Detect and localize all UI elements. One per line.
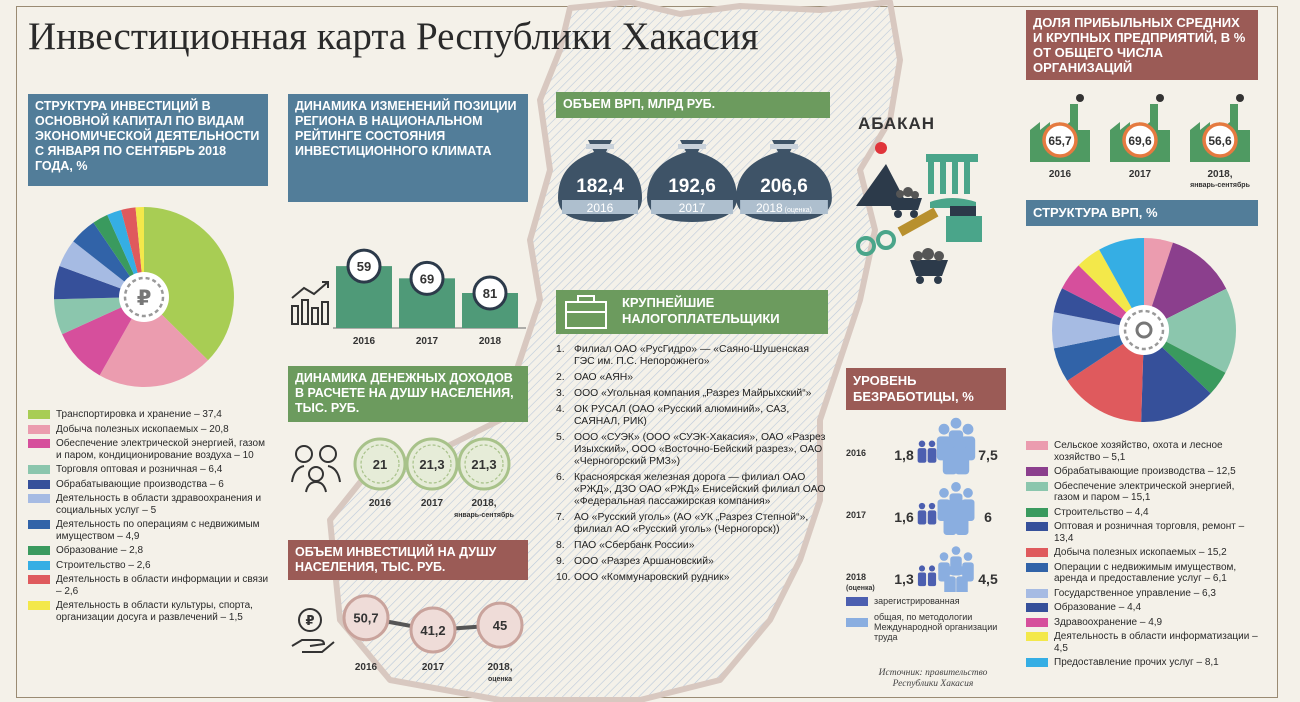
taxpayer-number: 1. <box>556 344 565 355</box>
investment-legend-item <box>28 519 273 542</box>
legend-label: Деятельность в области здравоохранения и социальных услуг – 5 <box>56 493 262 516</box>
city-marker-icon <box>875 142 887 154</box>
grp-structure-legend <box>1026 440 1262 672</box>
investment-legend-item <box>28 438 273 461</box>
legend-label: Здравоохранение – 4,9 <box>1054 616 1163 628</box>
taxpayer-number: 4. <box>556 404 565 415</box>
legend-swatch <box>1026 632 1048 641</box>
person-icon <box>928 573 936 587</box>
profitable-year: 2018, <box>1207 169 1233 180</box>
income-value: 21,3 <box>471 457 497 472</box>
legend-label: Сельское хозяйство, охота и лесное хозяйство – 5,1 <box>1054 440 1223 463</box>
taxpayer-number: 7. <box>556 512 565 523</box>
person-icon <box>946 566 955 575</box>
profitable-header: ДОЛЯ ПРИБЫЛЬНЫХ СРЕДНИХ И КРУПНЫХ ПРЕДПРИЯТИЙ, В % ОТ ОБЩЕГО ЧИСЛА ОРГАНИЗАЦИЙ <box>1026 10 1258 80</box>
person-icon <box>956 576 968 592</box>
legend-label: Обрабатывающие производства – 6 <box>56 478 224 490</box>
taxpayer-item <box>556 344 828 368</box>
taxpayer-name: ОАО «АЯН» <box>574 372 634 383</box>
legend-label: Строительство – 2,6 <box>56 559 151 571</box>
person-icon <box>928 448 937 463</box>
grp-legend-item <box>1026 631 1262 654</box>
rating-year: 2018 <box>478 336 502 347</box>
legend-swatch <box>28 410 50 419</box>
investment-legend-item <box>28 600 273 623</box>
income-value: 21,3 <box>419 457 445 472</box>
income-value: 21 <box>372 457 388 472</box>
legend-swatch <box>1026 467 1048 476</box>
person-icon <box>951 418 962 429</box>
profitable-chart <box>1022 90 1267 190</box>
income-year: 2016 <box>368 498 392 509</box>
legend-swatch <box>1026 603 1048 612</box>
legend-label: Добыча полезных ископаемых – 15,2 <box>1054 547 1227 558</box>
legend-swatch <box>28 561 50 570</box>
legend-swatch <box>1026 658 1048 667</box>
investment-legend-item <box>28 545 273 557</box>
legend-swatch <box>1026 589 1048 598</box>
unemployment-year: 2018 <box>846 572 867 582</box>
person-icon <box>918 510 927 524</box>
invest-year: 2018, <box>487 662 513 673</box>
legend-label: Обеспечение электрической энергией, газом и паром – 15,1 <box>1054 480 1235 503</box>
invest-value: 50,7 <box>353 610 379 626</box>
person-icon <box>939 488 949 498</box>
person-icon <box>951 482 961 492</box>
unemployment-header: УРОВЕНЬ БЕЗРАБОТИЦЫ, % <box>846 368 1006 410</box>
grp-year: 2017 <box>678 201 706 215</box>
grp-value: 182,4 <box>576 176 624 197</box>
smoke-icon <box>1156 94 1164 102</box>
unemployment-registered-value: 1,6 <box>894 509 914 525</box>
person-icon <box>963 488 973 498</box>
taxpayer-item <box>556 432 828 468</box>
taxpayer-item <box>556 572 828 584</box>
legend-swatch <box>28 520 50 529</box>
legend-swatch <box>28 465 50 474</box>
taxpayer-number: 3. <box>556 388 565 399</box>
rating-year: 2016 <box>352 336 376 347</box>
person-icon <box>944 576 956 592</box>
investment-legend-item <box>28 479 273 491</box>
grp-legend-item <box>1026 521 1262 544</box>
income-year: 2018, <box>471 498 497 509</box>
unemployment-year-note: (оценка) <box>846 585 875 592</box>
taxpayer-name: Красноярская железная дорога — филиал ОАО «РЖД», ДЗО ОАО «РЖД» Енисейский филиал ОАО «Федеральная пассажирская компания» <box>574 472 826 507</box>
legend-label: Операции с недвижимым имуществом, аренда и предоставление услуг – 6,1 <box>1054 561 1237 584</box>
legend-swatch <box>1026 441 1048 450</box>
bag-tie <box>770 144 798 149</box>
legend-swatch <box>28 546 50 555</box>
taxpayer-name: ОК РУСАЛ (ОАО «Русский алюминий», САЗ, САЯНАЛ, РИК) <box>574 404 790 427</box>
svg-text:₽: ₽ <box>136 286 152 310</box>
legend-swatch <box>1026 563 1048 572</box>
legend-swatch <box>28 480 50 489</box>
bag-tie <box>586 144 614 149</box>
unemployment-chart <box>840 412 1010 592</box>
investment-legend-item <box>28 409 273 421</box>
legend-swatch <box>28 494 50 503</box>
grp-structure-header: СТРУКТУРА ВРП, % <box>1026 200 1258 226</box>
taxpayer-item <box>556 372 828 384</box>
taxpayer-number: 10. <box>556 572 571 583</box>
investment-pie <box>40 206 250 388</box>
person-icon <box>944 513 957 535</box>
unemployment-legend <box>846 596 1016 642</box>
person-icon <box>918 448 927 463</box>
rating-header: ДИНАМИКА ИЗМЕНЕНИЙ ПОЗИЦИИ РЕГИОНА В НАЦИОНАЛЬНОМ РЕЙТИНГЕ СОСТОЯНИЯ ИНВЕСТИЦИОННОГО КЛИМАТА <box>288 94 528 202</box>
taxpayer-name: ООО «СУЭК» (ООО «СУЭК-Хакасия», ОАО «Разрез Изыхский», ООО «Восточно-Бейский разрез», ОАО «Черногорский РМЗ») <box>574 432 826 467</box>
grp-legend-item <box>1026 657 1262 669</box>
taxpayer-item <box>556 404 828 428</box>
unemployment-ilo-value: 6 <box>984 509 992 525</box>
grp-bags <box>552 128 842 228</box>
rating-chart <box>288 210 533 350</box>
coal-cart-icon <box>910 248 948 284</box>
person-icon <box>952 546 961 555</box>
mine-icon <box>856 164 922 218</box>
taxpayer-number: 2. <box>556 372 565 383</box>
legend-swatch <box>1026 482 1048 491</box>
invest-year: 2017 <box>421 662 445 673</box>
invest-year: 2016 <box>354 662 378 673</box>
legend-label: Предоставление прочих услуг – 8,1 <box>1054 657 1219 668</box>
taxpayer-name: ПАО «Сбербанк России» <box>574 540 695 551</box>
taxpayer-name: ООО «Разрез Аршановский» <box>574 556 714 567</box>
briefcase-icon <box>562 294 610 330</box>
legend-label: Транспортировка и хранение – 37,4 <box>56 409 222 420</box>
industry-icons <box>852 136 1002 296</box>
legend-label: Добыча полезных ископаемых – 20,8 <box>56 423 229 435</box>
legend-swatch <box>28 439 50 448</box>
person-icon <box>918 573 926 587</box>
taxpayer-name: Филиал ОАО «РусГидро» — «Саяно-Шушенская ГЭС им. П.С. Непорожнего» <box>574 344 809 367</box>
taxpayers-header: КРУПНЕЙШИЕ НАЛОГОПЛАТЕЛЬЩИКИ <box>556 290 828 334</box>
legend-label: Обрабатывающие производства – 12,5 <box>1054 466 1236 477</box>
legend-registered-label: зарегистрированная <box>874 596 960 606</box>
person-icon <box>945 438 956 449</box>
legend-label: Образование – 2,8 <box>56 545 144 556</box>
family-icon <box>292 446 340 492</box>
unemployment-ilo-value: 4,5 <box>978 571 998 587</box>
profitable-value: 69,6 <box>1128 134 1152 148</box>
invest-per-capita-header: ОБЪЕМ ИНВЕСТИЦИЙ НА ДУШУ НАСЕЛЕНИЯ, ТЫС. РУБ. <box>288 540 528 580</box>
person-icon <box>957 502 967 512</box>
person-icon <box>928 510 937 524</box>
profitable-value: 56,6 <box>1208 134 1232 148</box>
legend-label: Деятельность в области культуры, спорта, организации досуга и развлечений – 1,5 <box>56 600 253 623</box>
income-chart <box>288 434 533 524</box>
investment-structure-header: СТРУКТУРА ИНВЕСТИЦИЙ В ОСНОВНОЙ КАПИТАЛ ПО ВИДАМ ЭКОНОМИЧЕСКОЙ ДЕЯТЕЛЬНОСТИ С ЯНВАРЯ ПО СЕНТЯБРЬ 2018 ГОДА, % <box>28 94 268 186</box>
gears-icon <box>858 232 894 254</box>
person-icon <box>939 424 950 435</box>
legend-label: Образование – 4,4 <box>1054 602 1142 613</box>
taxpayer-name: ООО «Коммунаровский рудник» <box>574 572 730 583</box>
grp-legend-item <box>1026 481 1262 504</box>
person-icon <box>945 502 955 512</box>
profitable-value: 65,7 <box>1048 134 1072 148</box>
grp-structure-pie <box>1050 236 1240 426</box>
invest-per-capita-chart <box>288 588 533 688</box>
income-year: 2017 <box>420 498 444 509</box>
grp-legend-item <box>1026 602 1262 614</box>
grp-legend-item <box>1026 440 1262 463</box>
legend-swatch <box>1026 618 1048 627</box>
invest-year-note: оценка <box>487 676 513 683</box>
legend-swatch <box>28 601 50 610</box>
invest-value: 45 <box>492 618 508 634</box>
grp-value: 192,6 <box>668 176 716 197</box>
legend-label: Деятельность по операциям с недвижимым имуществом – 4,9 <box>56 519 260 542</box>
taxpayer-name: ООО «Угольная компания „Разрез Майрыхский“» <box>574 388 812 399</box>
rating-value: 59 <box>356 259 372 275</box>
smoke-icon <box>1236 94 1244 102</box>
investment-legend-item <box>28 424 273 436</box>
source-note: Источник: правительство Республики Хакасия <box>878 668 988 689</box>
unemployment-registered-value: 1,8 <box>894 447 914 463</box>
person-icon <box>956 513 969 535</box>
profitable-year: 2016 <box>1048 169 1072 180</box>
grp-year: 2016 <box>586 201 614 215</box>
person-icon <box>940 552 949 561</box>
taxpayer-name: АО «Русский уголь» (АО «УК „Разрез Степной“», филиал АО «Русский уголь» (Черногорск)) <box>574 512 809 535</box>
taxpayer-item <box>556 556 828 568</box>
city-label: АБАКАН <box>858 114 936 133</box>
person-icon <box>957 438 968 449</box>
grp-legend-item <box>1026 466 1262 478</box>
person-icon <box>919 503 925 509</box>
taxpayer-number: 6. <box>556 472 565 483</box>
gear-coin-icon <box>1119 305 1169 355</box>
income-header: ДИНАМИКА ДЕНЕЖНЫХ ДОХОДОВ В РАСЧЕТЕ НА ДУШУ НАСЕЛЕНИЯ, ТЫС. РУБ. <box>288 366 528 422</box>
grp-year: 2018 (оценка) <box>755 201 813 215</box>
rating-year: 2017 <box>415 336 439 347</box>
person-icon <box>929 503 935 509</box>
growth-chart-icon <box>292 282 328 324</box>
grp-legend-item <box>1026 562 1262 585</box>
taxpayer-item <box>556 540 828 552</box>
hydro-dam-icon <box>926 154 978 208</box>
person-icon <box>964 552 973 561</box>
grp-value: 206,6 <box>760 176 808 197</box>
legend-swatch <box>1026 522 1048 531</box>
person-icon <box>919 565 925 571</box>
unemployment-ilo-value: 7,5 <box>978 447 998 463</box>
legend-label: Государственное управление – 6,3 <box>1054 587 1216 599</box>
rating-value: 81 <box>482 286 498 301</box>
legend-label: Торговля оптовая и розничная – 6,4 <box>56 464 223 475</box>
legend-label: Деятельность в области информатизации – 4,5 <box>1054 631 1258 654</box>
profitable-year: 2017 <box>1128 169 1152 180</box>
investment-legend-item <box>28 560 273 572</box>
person-icon <box>929 565 935 571</box>
svg-text:₽: ₽ <box>305 614 315 629</box>
taxpayer-item <box>556 388 828 400</box>
unemployment-year: 2016 <box>846 448 867 458</box>
profitable-year-note: январь-сентябрь <box>1190 182 1250 189</box>
smoke-icon <box>1076 94 1084 102</box>
grp-header: ОБЪЕМ ВРП, МЛРД РУБ. <box>556 92 830 118</box>
taxpayers-list <box>556 344 828 588</box>
person-icon <box>929 440 936 447</box>
person-icon <box>919 440 926 447</box>
grp-legend-item <box>1026 588 1262 600</box>
legend-swatch <box>28 425 50 434</box>
investment-legend-item <box>28 464 273 476</box>
grp-legend-item <box>1026 507 1262 519</box>
legend-label: Деятельность в области информации и связи – 2,6 <box>56 574 269 597</box>
person-icon <box>958 566 967 575</box>
legend-swatch <box>1026 508 1048 517</box>
legend-label: Обеспечение электрической энергией, газом и паром, кондиционирование воздуха – 10 <box>56 438 265 461</box>
legend-swatch-registered <box>846 597 868 606</box>
grp-legend-item <box>1026 617 1262 629</box>
bag-tie <box>678 144 706 149</box>
investment-legend-item <box>28 574 273 597</box>
grp-legend-item <box>1026 547 1262 559</box>
legend-ilo-label: общая, по методологии Международной организации труда <box>874 612 998 642</box>
person-icon <box>955 450 969 474</box>
income-year-note: январь-сентябрь <box>454 512 514 519</box>
taxpayer-number: 5. <box>556 432 565 443</box>
taxpayer-number: 8. <box>556 540 565 551</box>
unemployment-registered-value: 1,3 <box>894 571 914 587</box>
page-title: Инвестиционная карта Республики Хакасия <box>28 15 759 58</box>
taxpayer-item <box>556 472 828 508</box>
investment-legend-item <box>28 493 273 516</box>
person-icon <box>963 424 974 435</box>
unemployment-year: 2017 <box>846 510 867 520</box>
legend-label: Оптовая и розничная торговля, ремонт – 13,4 <box>1054 521 1245 544</box>
legend-swatch <box>28 575 50 584</box>
legend-swatch-ilo <box>846 618 868 627</box>
rating-value: 69 <box>419 271 435 287</box>
taxpayer-item <box>556 512 828 536</box>
legend-swatch <box>1026 548 1048 557</box>
invest-value: 41,2 <box>420 623 446 639</box>
legend-label: Строительство – 4,4 <box>1054 506 1149 518</box>
investment-legend <box>28 409 273 626</box>
taxpayer-number: 9. <box>556 556 565 567</box>
